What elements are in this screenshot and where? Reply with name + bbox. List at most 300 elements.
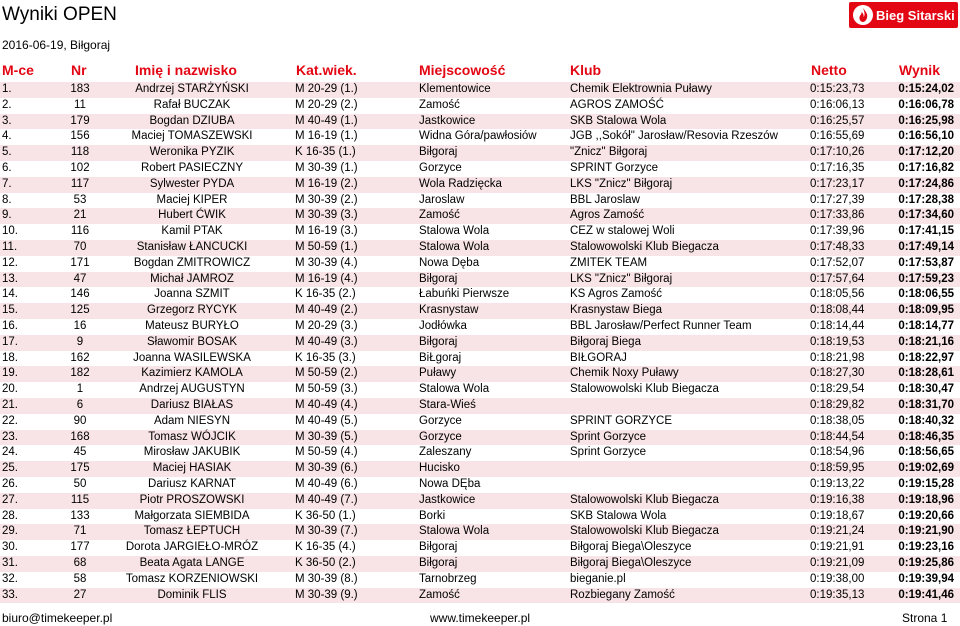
row-runner-name: Bogdan ZMITROWICZ [133, 256, 251, 269]
event-logo [849, 2, 958, 28]
row-city: Zaleszany [419, 446, 472, 459]
row-bib-number: 102 [70, 161, 90, 174]
table-row [0, 208, 960, 224]
row-runner-name: Maciej TOMASZEWSKI [131, 130, 253, 143]
row-age-category: M 16-19 (1.) [295, 130, 358, 143]
table-row [0, 145, 960, 161]
row-result-time: 0:15:24,02 [898, 83, 954, 95]
row-age-category: M 30-39 (9.) [295, 588, 358, 601]
row-age-category: M 40-49 (7.) [295, 493, 358, 506]
row-net-time: 0:17:39,96 [810, 225, 865, 238]
row-position: 26. [2, 477, 18, 490]
row-position: 1. [2, 83, 12, 95]
row-club: LKS "Znicz" Biłgoraj [570, 177, 673, 190]
row-net-time: 0:18:08,44 [810, 304, 865, 317]
row-age-category: K 36-50 (1.) [295, 509, 356, 522]
row-result-time: 0:17:41,15 [898, 225, 954, 238]
row-club: bieganie.pl [570, 572, 626, 585]
table-row [0, 556, 960, 572]
row-bib-number: 182 [70, 367, 90, 380]
table-row [0, 588, 960, 604]
row-city: Widna Góra/pawłosiów [419, 130, 537, 143]
row-age-category: M 50-59 (3.) [295, 383, 358, 396]
row-position: 28. [2, 509, 18, 522]
row-age-category: M 30-39 (5.) [295, 430, 358, 443]
table-row [0, 161, 960, 177]
row-runner-name: Hubert ĆWIK [158, 209, 226, 222]
row-bib-number: 125 [70, 304, 90, 317]
row-age-category: K 16-35 (1.) [295, 146, 356, 159]
table-row [0, 82, 960, 98]
row-city: Nowa Dęba [419, 256, 480, 269]
row-age-category: M 30-39 (8.) [295, 572, 358, 585]
event-date-location: 2016-06-19, Biłgoraj [2, 38, 111, 52]
row-club: Biłgoraj Biega\Oleszyce [570, 556, 692, 569]
table-row [0, 414, 960, 430]
row-club: Stalowowolski Klub Biegacza [570, 383, 719, 396]
row-city: Jodłówka [419, 319, 467, 332]
row-club: KS Agros Zamość [570, 288, 663, 301]
row-age-category: M 30-39 (2.) [295, 193, 358, 206]
row-runner-name: Kamil PTAK [161, 225, 223, 238]
table-row [0, 524, 960, 540]
row-club: ZMITEK TEAM [570, 256, 648, 269]
row-city: Nowa DĘba [419, 477, 481, 490]
row-result-time: 0:18:40,32 [898, 414, 954, 427]
row-position: 18. [2, 351, 18, 364]
row-city: Hucisko [419, 462, 460, 475]
row-bib-number: 21 [73, 209, 87, 222]
table-row [0, 430, 960, 446]
row-position: 7. [2, 177, 12, 190]
row-net-time: 0:19:21,24 [810, 525, 865, 538]
row-age-category: K 16-35 (3.) [295, 351, 356, 364]
row-position: 3. [2, 114, 12, 127]
row-position: 19. [2, 367, 18, 380]
row-age-category: M 40-49 (1.) [295, 114, 358, 127]
row-net-time: 0:19:35,13 [810, 588, 865, 601]
row-net-time: 0:18:14,44 [810, 319, 865, 332]
table-row [0, 272, 960, 288]
row-position: 16. [2, 319, 18, 332]
footer-email: biuro@timekeeper.pl [2, 611, 113, 625]
row-result-time: 0:17:16,82 [898, 161, 954, 174]
row-result-time: 0:17:28,38 [898, 193, 954, 206]
row-runner-name: Maciej HASIAK [152, 462, 232, 475]
row-city: Biłgoraj [419, 146, 458, 159]
row-position: 23. [2, 430, 18, 443]
row-age-category: M 40-49 (6.) [295, 477, 358, 490]
row-net-time: 0:19:38,00 [810, 572, 865, 585]
row-club: Agros Zamość [570, 209, 645, 222]
row-bib-number: 171 [70, 256, 90, 269]
row-age-category: K 16-35 (4.) [295, 541, 356, 554]
row-city: Wola Radzięcka [419, 177, 502, 190]
row-runner-name: Bogdan DZIUBA [149, 114, 235, 127]
row-runner-name: Dariusz KARNAT [148, 477, 236, 490]
row-bib-number: 162 [70, 351, 90, 364]
row-city: Stalowa Wola [419, 225, 490, 238]
row-position: 20. [2, 383, 18, 396]
row-runner-name: Andrzej STARŻYŃSKI [135, 83, 249, 95]
table-row [0, 177, 960, 193]
row-runner-name: Dominik FLIS [157, 588, 227, 601]
row-club: SPRINT GORZYCE [570, 414, 673, 427]
row-club: BBL Jaroslaw [570, 193, 640, 206]
row-result-time: 0:17:59,23 [898, 272, 954, 285]
row-bib-number: 16 [73, 319, 87, 332]
row-bib-number: 27 [73, 588, 87, 601]
row-result-time: 0:18:31,70 [898, 398, 954, 411]
row-runner-name: Robert PASIECZNY [140, 161, 244, 174]
row-position: 4. [2, 130, 12, 143]
row-runner-name: Michał JAMROZ [150, 272, 234, 285]
row-result-time: 0:17:24,86 [898, 177, 954, 190]
row-city: Stalowa Wola [419, 525, 490, 538]
row-city: Zamość [419, 588, 460, 601]
row-age-category: M 40-49 (5.) [295, 414, 358, 427]
row-result-time: 0:19:18,96 [898, 493, 954, 506]
row-net-time: 0:17:57,64 [810, 272, 865, 285]
row-runner-name: Weronika PYZIK [149, 146, 235, 159]
col-header-result: Wynik [899, 62, 940, 78]
col-header-name: Imię i nazwisko [135, 62, 237, 78]
row-result-time: 0:19:25,86 [898, 556, 954, 569]
row-net-time: 0:19:21,09 [810, 556, 865, 569]
row-city: Biłgoraj [419, 335, 458, 348]
table-row [0, 540, 960, 556]
row-bib-number: 71 [73, 525, 87, 538]
row-age-category: M 50-59 (4.) [295, 446, 358, 459]
row-position: 31. [2, 556, 18, 569]
row-net-time: 0:17:52,07 [810, 256, 865, 269]
row-result-time: 0:18:21,16 [898, 335, 954, 348]
row-runner-name: Maciej KIPER [156, 193, 228, 206]
row-net-time: 0:16:55,69 [810, 130, 865, 143]
table-row [0, 398, 960, 414]
table-row [0, 445, 960, 461]
page-title: Wyniki OPEN [2, 4, 117, 25]
row-result-time: 0:16:25,98 [898, 114, 954, 127]
table-row [0, 256, 960, 272]
row-bib-number: 115 [70, 493, 90, 506]
row-city: Zamość [419, 209, 460, 222]
row-position: 32. [2, 572, 18, 585]
row-runner-name: Joanna SZMIT [154, 288, 230, 301]
row-result-time: 0:19:23,16 [898, 541, 954, 554]
row-club: "Znicz" Biłgoraj [570, 146, 648, 159]
row-net-time: 0:19:16,38 [810, 493, 865, 506]
table-row [0, 303, 960, 319]
row-position: 10. [2, 225, 18, 238]
row-result-time: 0:19:39,94 [898, 572, 954, 585]
row-position: 29. [2, 525, 18, 538]
row-bib-number: 70 [73, 240, 87, 253]
row-net-time: 0:18:44,54 [810, 430, 865, 443]
row-bib-number: 175 [70, 462, 90, 475]
row-city: Zamość [419, 98, 460, 111]
row-bib-number: 179 [70, 114, 90, 127]
row-runner-name: Dorota JARGIEŁO-MRÓZ [125, 541, 259, 554]
row-runner-name: Adam NIESYN [153, 414, 231, 427]
table-row [0, 335, 960, 351]
row-net-time: 0:16:25,57 [810, 114, 865, 127]
row-result-time: 0:19:20,66 [898, 509, 954, 522]
row-bib-number: 11 [74, 98, 86, 111]
col-header-number: Nr [71, 62, 87, 78]
col-header-club: Klub [570, 62, 602, 78]
table-row [0, 98, 960, 114]
row-position: 21. [2, 398, 18, 411]
row-age-category: M 20-29 (2.) [295, 98, 358, 111]
table-row [0, 351, 960, 367]
footer-page-number: Strona 1 [902, 611, 948, 625]
row-club: Sprint Gorzyce [570, 446, 647, 459]
row-runner-name: Małgorzata SIEMBIDA [134, 509, 250, 522]
row-bib-number: 118 [70, 146, 90, 159]
row-result-time: 0:16:56,10 [898, 130, 954, 143]
row-club: SPRINT Gorzyce [570, 161, 658, 174]
table-row [0, 114, 960, 130]
row-club: JGB ,,Sokół" Jarosław/Resovia Rzeszów [570, 130, 778, 143]
logo-text: Bieg Sitarski [876, 7, 955, 23]
row-age-category: M 50-59 (2.) [295, 367, 358, 380]
row-bib-number: 146 [70, 288, 90, 301]
results-table [0, 82, 960, 603]
row-runner-name: Beata Agata LANGE [139, 556, 245, 569]
row-bib-number: 50 [73, 477, 87, 490]
row-net-time: 0:17:48,33 [810, 240, 865, 253]
row-bib-number: 9 [76, 335, 84, 348]
row-city: Tarnobrzeg [419, 572, 477, 585]
row-runner-name: Andrzej AUGUSTYN [139, 383, 245, 396]
row-age-category: M 40-49 (2.) [295, 304, 358, 317]
row-age-category: M 16-19 (2.) [295, 177, 358, 190]
row-runner-name: Dariusz BIAŁAS [150, 398, 234, 411]
row-position: 24. [2, 446, 18, 459]
row-club: Stalowowolski Klub Biegacza [570, 493, 719, 506]
row-net-time: 0:19:18,67 [810, 509, 865, 522]
row-city: Jastkowice [419, 114, 476, 127]
row-position: 15. [2, 304, 18, 317]
row-age-category: M 16-19 (4.) [295, 272, 358, 285]
row-result-time: 0:18:28,61 [898, 367, 954, 380]
row-net-time: 0:16:06,13 [810, 98, 865, 111]
table-row [0, 319, 960, 335]
row-bib-number: 117 [70, 177, 90, 190]
row-bib-number: 47 [73, 272, 87, 285]
row-bib-number: 6 [76, 398, 84, 411]
row-bib-number: 168 [70, 430, 90, 443]
row-net-time: 0:18:54,96 [810, 446, 865, 459]
row-result-time: 0:18:06,55 [898, 288, 954, 301]
row-position: 9. [2, 209, 12, 222]
row-age-category: M 50-59 (1.) [295, 240, 358, 253]
row-club: CEZ w stalowej Woli [570, 225, 675, 238]
col-header-city: Miejscowość [419, 62, 506, 78]
row-city: Klementowice [419, 83, 491, 95]
row-age-category: M 20-29 (1.) [295, 83, 358, 95]
row-city: BiŁgoraj [419, 351, 462, 364]
table-row [0, 366, 960, 382]
row-result-time: 0:18:09,95 [898, 304, 954, 317]
row-city: Biłgoraj [419, 272, 458, 285]
table-row [0, 572, 960, 588]
row-net-time: 0:18:21,98 [810, 351, 865, 364]
row-net-time: 0:17:10,26 [810, 146, 865, 159]
row-runner-name: Tomasz ŁEPTUCH [143, 525, 241, 538]
row-club: SKB Stalowa Wola [570, 509, 667, 522]
row-bib-number: 183 [70, 83, 90, 95]
row-net-time: 0:19:21,91 [810, 541, 865, 554]
row-bib-number: 58 [73, 572, 87, 585]
row-bib-number: 177 [70, 541, 90, 554]
row-runner-name: Sławomir BOSAK [146, 335, 238, 348]
row-age-category: M 40-49 (4.) [295, 398, 358, 411]
row-city: Borki [419, 509, 446, 522]
row-position: 22. [2, 414, 18, 427]
row-net-time: 0:18:05,56 [810, 288, 865, 301]
row-runner-name: Tomasz WÓJCIK [148, 430, 236, 443]
table-row [0, 129, 960, 145]
row-club: Biłgoraj Biega [570, 335, 641, 348]
row-age-category: M 30-39 (4.) [295, 256, 358, 269]
row-club: Krasnystaw Biega [570, 304, 663, 317]
row-net-time: 0:18:29,54 [810, 383, 865, 396]
row-result-time: 0:19:02,69 [898, 462, 954, 475]
col-header-net: Netto [811, 62, 847, 78]
row-result-time: 0:17:34,60 [898, 209, 954, 222]
row-position: 17. [2, 335, 18, 348]
row-net-time: 0:17:33,86 [810, 209, 865, 222]
row-position: 33. [2, 588, 18, 601]
row-age-category: M 30-39 (1.) [295, 161, 358, 174]
row-position: 2. [2, 98, 12, 111]
row-club: BIŁGORAJ [570, 351, 627, 364]
row-city: Biłgoraj [419, 541, 458, 554]
row-bib-number: 53 [73, 193, 87, 206]
row-position: 30. [2, 541, 18, 554]
row-bib-number: 1 [76, 383, 84, 396]
row-runner-name: Piotr PROSZOWSKI [139, 493, 245, 506]
table-row [0, 509, 960, 525]
row-club: LKS "Znicz" Biłgoraj [570, 272, 673, 285]
row-net-time: 0:17:27,39 [810, 193, 865, 206]
row-city: Biłgoraj [419, 556, 458, 569]
row-net-time: 0:17:23,17 [810, 177, 865, 190]
row-result-time: 0:19:15,28 [898, 477, 954, 490]
row-city: Łabuńki Pierwsze [419, 288, 510, 301]
row-club: Biłgoraj Biega\Oleszyce [570, 541, 692, 554]
row-position: 8. [2, 193, 12, 206]
row-bib-number: 90 [73, 414, 87, 427]
row-net-time: 0:18:27,30 [810, 367, 865, 380]
row-club: BBL Jarosław/Perfect Runner Team [570, 319, 752, 332]
row-age-category: M 30-39 (3.) [295, 209, 358, 222]
row-position: 11. [2, 240, 18, 253]
row-result-time: 0:18:22,97 [898, 351, 954, 364]
row-result-time: 0:17:49,14 [898, 240, 954, 253]
table-row [0, 493, 960, 509]
row-city: Gorzyce [419, 161, 462, 174]
row-age-category: K 36-50 (2.) [295, 556, 356, 569]
row-age-category: M 20-29 (3.) [295, 319, 358, 332]
row-club: Stalowowolski Klub Biegacza [570, 240, 719, 253]
row-result-time: 0:16:06,78 [898, 98, 954, 111]
row-runner-name: Grzegorz RYCYK [147, 304, 237, 317]
table-row [0, 382, 960, 398]
row-net-time: 0:18:59,95 [810, 462, 865, 475]
row-club: Chemik Noxy Puławy [570, 367, 679, 380]
row-city: Jastkowice [419, 493, 476, 506]
row-city: Puławy [419, 367, 457, 380]
row-bib-number: 68 [73, 556, 87, 569]
row-net-time: 0:17:16,35 [810, 161, 865, 174]
table-row [0, 240, 960, 256]
row-net-time: 0:18:38,05 [810, 414, 865, 427]
row-club: SKB Stalowa Wola [570, 114, 667, 127]
row-position: 6. [2, 161, 12, 174]
row-city: Jaroslaw [419, 193, 465, 206]
row-runner-name: Stanisław ŁANCUCKI [136, 240, 248, 253]
row-age-category: M 30-39 (6.) [295, 462, 358, 475]
row-bib-number: 116 [70, 225, 90, 238]
row-position: 25. [2, 462, 18, 475]
col-header-position: M-ce [2, 62, 34, 78]
row-city: Gorzyce [419, 430, 462, 443]
row-club: AGROS ZAMOŚĆ [570, 98, 664, 111]
row-position: 27. [2, 493, 18, 506]
row-bib-number: 45 [73, 446, 87, 459]
row-runner-name: Mateusz BURYŁO [145, 319, 239, 332]
row-result-time: 0:18:30,47 [898, 383, 954, 396]
row-bib-number: 156 [70, 130, 90, 143]
row-position: 5. [2, 146, 12, 159]
row-net-time: 0:15:23,73 [810, 83, 865, 95]
row-result-time: 0:18:14,77 [898, 319, 954, 332]
row-result-time: 0:19:41,46 [898, 588, 954, 601]
flame-icon [852, 4, 874, 26]
row-city: Krasnystaw [419, 304, 479, 317]
row-net-time: 0:18:29,82 [810, 398, 865, 411]
row-city: Stalowa Wola [419, 383, 490, 396]
row-age-category: M 16-19 (3.) [295, 225, 358, 238]
table-row [0, 461, 960, 477]
row-age-category: M 30-39 (7.) [295, 525, 358, 538]
row-club: Chemik Elektrownia Puławy [570, 83, 712, 95]
row-position: 14. [2, 288, 18, 301]
row-runner-name: Joanna WASILEWSKA [133, 351, 251, 364]
table-row [0, 477, 960, 493]
col-header-category: Kat.wiek. [296, 62, 357, 78]
row-position: 13. [2, 272, 18, 285]
row-net-time: 0:18:19,53 [810, 335, 865, 348]
row-result-time: 0:17:53,87 [898, 256, 954, 269]
row-runner-name: Kazimierz KAMOLA [141, 367, 243, 380]
row-club: Rozbiegany Zamość [570, 588, 675, 601]
row-club: Sprint Gorzyce [570, 430, 647, 443]
table-row [0, 287, 960, 303]
row-age-category: K 16-35 (2.) [295, 288, 356, 301]
footer-website: www.timekeeper.pl [430, 611, 531, 625]
row-result-time: 0:18:56,65 [898, 446, 954, 459]
row-result-time: 0:17:12,20 [898, 146, 954, 159]
row-runner-name: Tomasz KORZENIOWSKI [125, 572, 259, 585]
row-age-category: M 40-49 (3.) [295, 335, 358, 348]
row-bib-number: 133 [70, 509, 90, 522]
row-result-time: 0:18:46,35 [898, 430, 954, 443]
row-city: Stalowa Wola [419, 240, 490, 253]
